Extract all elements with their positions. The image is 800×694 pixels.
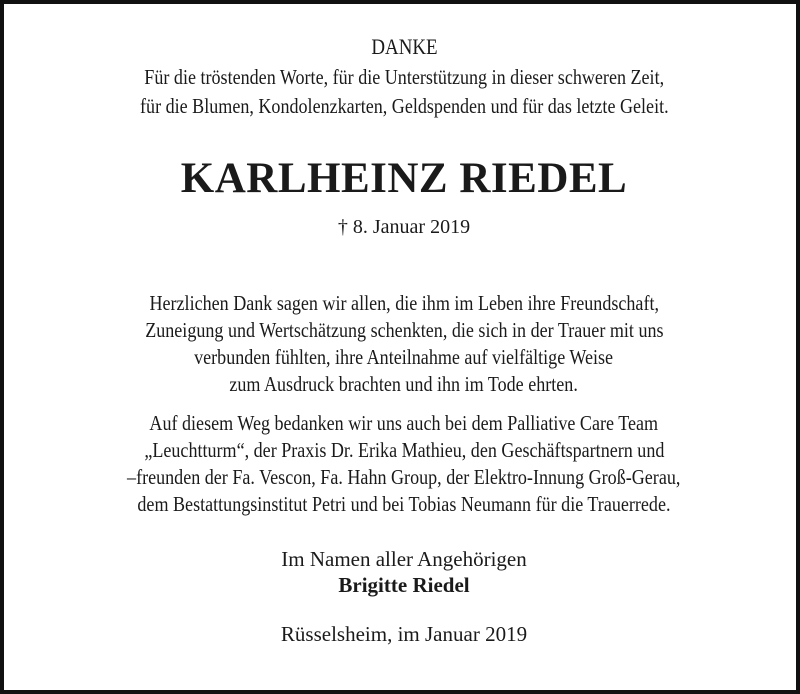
deceased-name (4, 154, 800, 203)
paragraph2-line (4, 438, 800, 463)
paragraph1-line-text: zum Ausdruck brachten und ihn im Tode ehrten. (229, 372, 579, 396)
paragraph2-line-text: –freunden der Fa. Vescon, Fa. Hahn Group, der Elektro-Innung Groß-Gerau, (127, 465, 681, 489)
heading (4, 34, 800, 60)
intro-line (4, 94, 800, 119)
intro-line-text: Für die tröstenden Worte, für die Unterstützung in dieser schweren Zeit, (144, 65, 664, 89)
death-date (4, 216, 800, 239)
heading-text: DANKE (370, 34, 438, 59)
paragraph2-line-text: dem Bestattungsinstitut Petri und bei Tobias Neumann für die Trauerrede. (137, 492, 671, 516)
paragraph2-line-text: Auf diesem Weg bedanken wir uns auch bei dem Palliative Care Team (149, 411, 659, 435)
intro-line (4, 65, 800, 90)
paragraph1-line-text: Zuneigung und Wertschätzung schenkten, die sich in der Trauer mit uns (144, 318, 664, 342)
place-date-text: Rüsselsheim, im Januar 2019 (280, 622, 528, 646)
paragraph1-line-text: Herzlichen Dank sagen wir allen, die ihm im Leben ihre Freundschaft, (149, 291, 659, 315)
signature-intro (4, 547, 800, 572)
paragraph2-line (4, 411, 800, 436)
signature-name (4, 573, 800, 598)
paragraph2-line-text: „Leuchtturm“, der Praxis Dr. Erika Mathieu, den Geschäftspartnern und (143, 438, 665, 462)
place-date (4, 622, 800, 647)
signature-intro-text: Im Namen aller Angehörigen (281, 547, 527, 571)
paragraph1-line (4, 372, 800, 397)
paragraph1-line (4, 291, 800, 316)
signature-name-text: Brigitte Riedel (338, 573, 470, 597)
paragraph1-line (4, 318, 800, 343)
paragraph2-line (4, 492, 800, 517)
paragraph1-line-text: verbunden fühlten, ihre Anteilnahme auf vielfältige Weise (194, 345, 614, 369)
death-date-text: † 8. Januar 2019 (337, 216, 471, 238)
paragraph1-line (4, 345, 800, 370)
deceased-name-text: KARLHEINZ RIEDEL (180, 155, 628, 202)
paragraph2-line (4, 465, 800, 490)
intro-line-text: für die Blumen, Kondolenzkarten, Geldspenden und für das letzte Geleit. (139, 94, 669, 118)
